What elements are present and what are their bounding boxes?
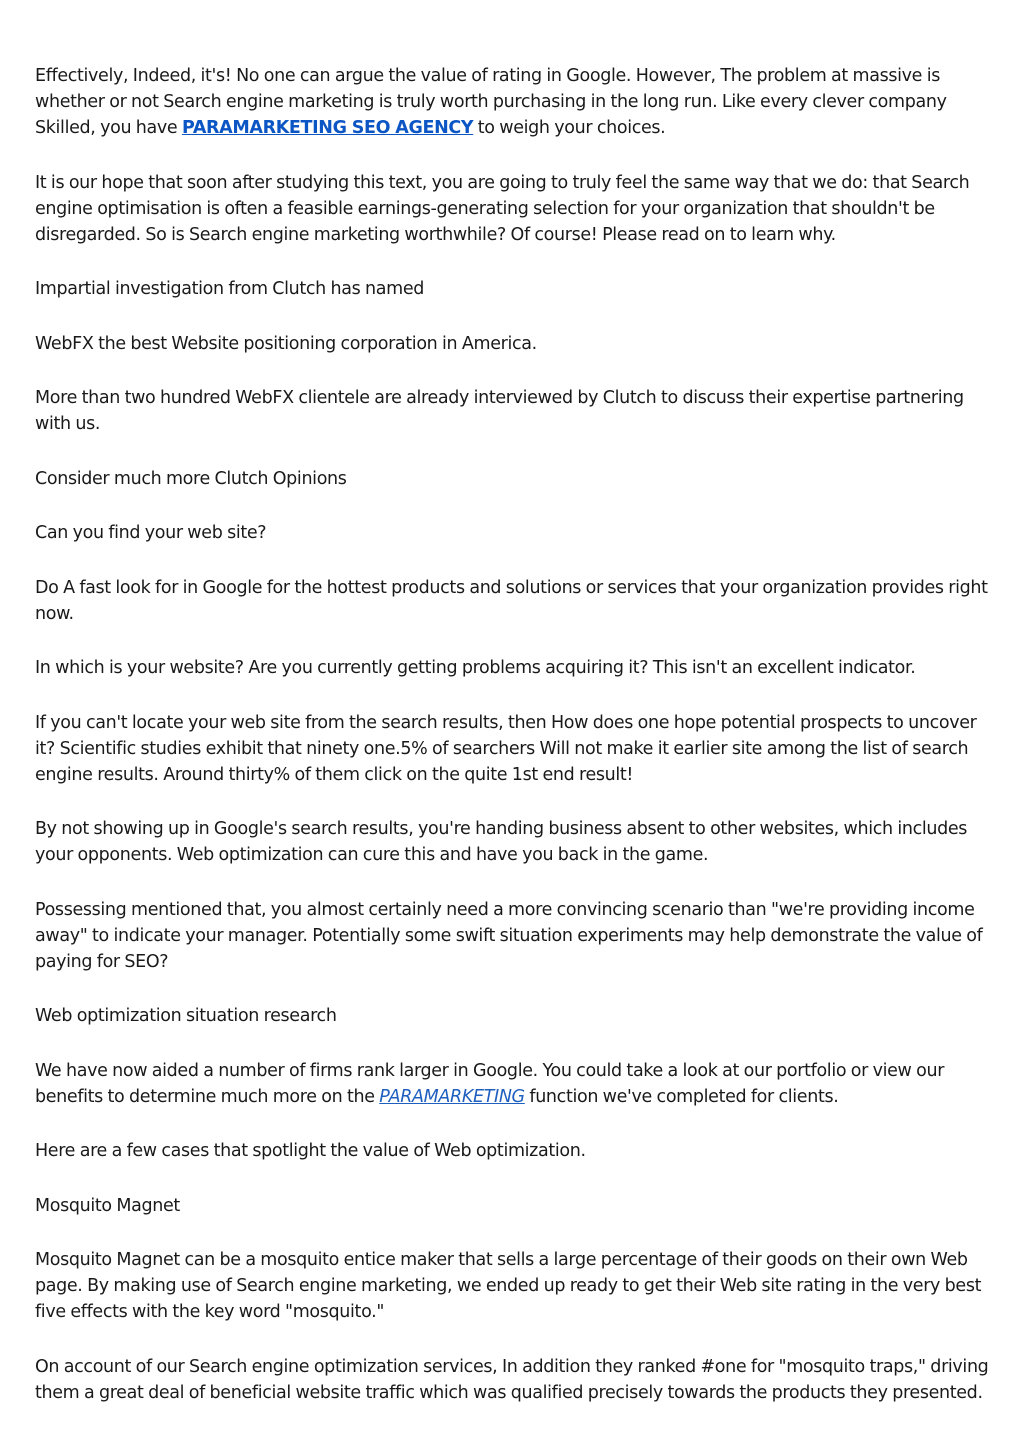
paragraph-search-statistics: If you can't locate your web site from the search results, then How does one hope potential prospects to uncover it? Scientific studies exhibit that ninety one.5% of searchers Will not make it earlier site among the list of search engine results. Around thirty% of them click on the quite 1st end result! bbox=[35, 712, 977, 785]
paragraph-find-website: Can you find your web site? bbox=[35, 523, 267, 543]
paragraph-mosquito-magnet-description: Mosquito Magnet can be a mosquito entice maker that sells a large percentage of their goods on their own Web page. By making use of Search engine marketing, we ended up ready to get their Web site rating in the very best five effects with the key word "mosquito." bbox=[35, 1250, 982, 1322]
document-body bbox=[35, 63, 989, 1406]
paragraph-portfolio-text: We have now aided a number of firms rank larger in Google. You could take a look at our portfolio or view our benefits to determine much more on the bbox=[35, 1060, 945, 1107]
paragraph-handing-business: By not showing up in Google's search results, you're handing business absent to other websites, which includes your opponents. Web optimization can cure this and have you back in the game. bbox=[35, 819, 968, 865]
paragraph-intro-text: Effectively, Indeed, it's! No one can argue the value of rating in Google. However, The problem at massive is whether or not Search engine marketing is truly worth purchasing in the long run. Like every clever company Skilled, you have bbox=[35, 66, 947, 138]
paragraph-hope: It is our hope that soon after studying this text, you are going to truly feel the same way that we do: that Search engine optimisation is often a feasible earnings-generating selection for your organization that shouldn't be disregarded. So is Search engine marketing worthwhile? Of course! Please read on to learn why. bbox=[35, 172, 970, 245]
paragraph-clientele-interviewed: More than two hundred WebFX clientele are already interviewed by Clutch to discuss their expertise partnering with us. bbox=[35, 388, 964, 434]
paragraph-portfolio bbox=[35, 1058, 989, 1110]
paragraph-webfx-best: WebFX the best Website positioning corporation in America. bbox=[35, 333, 537, 354]
paramarketing-link[interactable]: PARAMARKETING bbox=[379, 1086, 525, 1107]
paragraph-cases-intro: Here are a few cases that spotlight the value of Web optimization. bbox=[35, 1141, 586, 1161]
paragraph-portfolio-tail: function we've completed for clients. bbox=[524, 1086, 839, 1107]
paragraph-clutch-investigation: Impartial investigation from Clutch has named bbox=[35, 279, 425, 299]
paragraph-intro-tail: to weigh your choices. bbox=[473, 118, 666, 138]
paragraph-case-research-heading: Web optimization situation research bbox=[35, 1006, 337, 1026]
paragraph-intro bbox=[35, 63, 989, 141]
paragraph-google-search: Do A fast look for in Google for the hottest products and solutions or services that your organization provides right now. bbox=[35, 577, 988, 624]
paragraph-mosquito-traps-ranking: On account of our Search engine optimization services, In addition they ranked #one for "mosquito traps," driving them a great deal of beneficial website traffic which was qualified precisely towards the products they presented. bbox=[35, 1356, 989, 1403]
paragraph-where-website: In which is your website? Are you currently getting problems acquiring it? This isn't an excellent indicator. bbox=[35, 658, 916, 678]
paragraph-mosquito-magnet-heading: Mosquito Magnet bbox=[35, 1195, 180, 1216]
paramarketing-seo-agency-link[interactable]: PARAMARKETING SEO AGENCY bbox=[181, 118, 474, 138]
paragraph-convincing-scenario: Possessing mentioned that, you almost certainly need a more convincing scenario than "we're providing income away" to indicate your manager. Potentially some swift situation experiments may help demonstrate the value of paying for SEO? bbox=[35, 899, 983, 972]
paragraph-clutch-opinions: Consider much more Clutch Opinions bbox=[35, 468, 347, 489]
